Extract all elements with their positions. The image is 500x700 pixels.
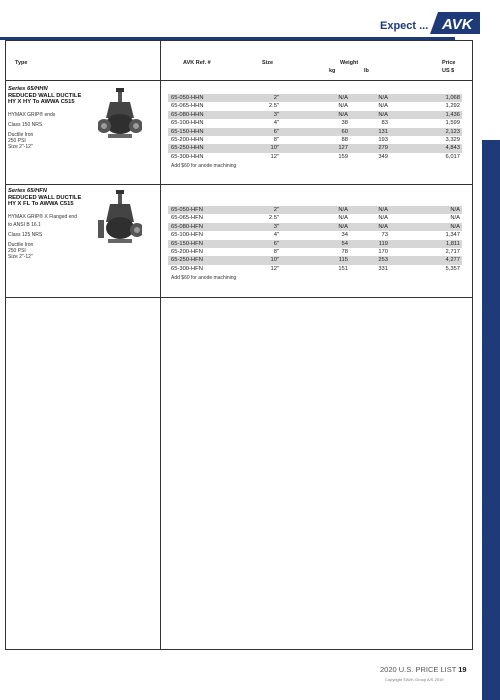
kg-cell: 54: [341, 240, 348, 247]
price-cell: 6,017: [445, 153, 460, 160]
price-row: [168, 136, 462, 144]
price-cell: 2,123: [445, 128, 460, 135]
price-row: [168, 94, 462, 102]
anode-note: Add $60 for anode machining: [171, 275, 237, 281]
footer-label: [380, 665, 467, 674]
page-number: 19: [458, 665, 467, 674]
section-rule: [5, 80, 473, 81]
size-cell: 6": [273, 240, 279, 247]
spec-line: to ANSI B 16.1: [8, 222, 41, 228]
price-row: [168, 111, 462, 119]
price-row: [168, 153, 462, 161]
size-cell: 2": [273, 95, 279, 101]
spec-line: Ductile Iron: [8, 132, 34, 138]
size-cell: 3": [273, 111, 279, 118]
ref-cell: 65-065-HFN: [171, 215, 203, 222]
kg-cell: N/A: [338, 103, 348, 110]
valve-image: [98, 190, 142, 246]
lb-cell: 193: [378, 137, 388, 143]
title-line: REDUCED WALL DUCTILE: [8, 92, 82, 99]
price-row: [168, 248, 462, 256]
size-cell: 2": [273, 207, 279, 213]
price-cell: 3,329: [445, 137, 460, 143]
price-cell: 1,436: [445, 111, 460, 118]
col-lb: lb: [364, 68, 369, 74]
ref-cell: 65-300-HFN: [171, 265, 203, 272]
lb-cell: N/A: [378, 207, 388, 213]
lb-cell: 349: [378, 153, 388, 160]
price-row: [168, 144, 462, 152]
side-title: AWWA C515, REDUCED WALL DUCTILE, RESILIENT WEDGE GATE VALVES: [484, 277, 495, 620]
size-cell: 2.5": [268, 215, 279, 222]
price-cell: 1,068: [445, 95, 460, 101]
price-cell: N/A: [450, 223, 460, 230]
price-row: [168, 128, 462, 136]
price-row: [168, 206, 462, 214]
price-row: [168, 119, 462, 127]
spec-line: Ductile Iron: [8, 242, 34, 248]
ref-cell: 65-065-HHN: [171, 103, 204, 110]
lb-cell: N/A: [378, 223, 388, 230]
copyright: Copyright ©AVK Group A/S 2019: [385, 677, 444, 682]
size-cell: 10": [270, 145, 279, 152]
kg-cell: N/A: [338, 223, 348, 230]
col-weight: Weight: [340, 60, 359, 66]
column-divider: [160, 40, 161, 650]
lb-cell: 253: [378, 257, 388, 264]
logo-text: AVK: [442, 16, 473, 33]
kg-cell: N/A: [338, 215, 348, 222]
spec-line: Size 2"-12": [8, 254, 33, 260]
price-cell: 4,277: [445, 257, 460, 264]
ref-cell: 65-080-HFN: [171, 223, 203, 230]
kg-cell: N/A: [338, 95, 348, 101]
price-row: [168, 214, 462, 222]
price-row: [168, 240, 462, 248]
size-cell: 12": [270, 265, 279, 272]
ref-cell: 65-300-HHN: [171, 153, 204, 160]
section-title: [8, 86, 81, 106]
price-cell: N/A: [450, 215, 460, 222]
price-list-label: 2020 U.S. PRICE LIST: [380, 665, 457, 674]
spec-line: 250 PSI: [8, 248, 26, 254]
ref-cell: 65-080-HHN: [171, 111, 204, 118]
ref-cell: 65-250-HHN: [171, 145, 204, 152]
size-cell: 8": [273, 249, 279, 255]
section-rule: [5, 184, 473, 185]
col-kg: kg: [329, 68, 336, 74]
size-cell: 12": [270, 153, 279, 160]
spec-line: HYMAX GRIP® ends: [8, 112, 56, 118]
section-title: [8, 188, 81, 208]
price-cell: N/A: [450, 207, 460, 213]
valve-image: [98, 88, 142, 140]
section-rule: [5, 297, 473, 298]
col-price-unit: US $: [442, 68, 455, 74]
title-line: HY X HY To AWWA C515: [8, 99, 75, 106]
lb-cell: 73: [381, 232, 388, 239]
ref-cell: 65-150-HFN: [171, 240, 203, 247]
lb-cell: 131: [378, 128, 388, 135]
size-cell: 6": [273, 128, 279, 135]
price-cell: 5,357: [445, 265, 460, 272]
ref-cell: 65-050-HFN: [171, 207, 203, 213]
lb-cell: 331: [378, 265, 388, 272]
price-cell: 4,843: [445, 145, 460, 152]
lb-cell: N/A: [378, 111, 388, 118]
kg-cell: 38: [341, 120, 348, 127]
avk-logo: [430, 12, 480, 34]
kg-cell: 60: [341, 128, 348, 135]
kg-cell: N/A: [338, 207, 348, 213]
price-row: [168, 223, 462, 231]
size-cell: 8": [273, 137, 279, 143]
price-cell: 2,717: [445, 249, 460, 255]
kg-cell: 88: [341, 137, 348, 143]
price-cell: 1,347: [445, 232, 460, 239]
kg-cell: 151: [338, 265, 348, 272]
tagline: Expect ...: [380, 20, 429, 32]
price-row: [168, 256, 462, 264]
ref-cell: 65-150-HHN: [171, 128, 204, 135]
price-cell: 1,811: [445, 240, 460, 247]
spec-line: HYMAX GRIP® X Flanged end: [8, 214, 77, 220]
kg-cell: 159: [338, 153, 348, 160]
col-type: Type: [15, 60, 28, 66]
price-row: [168, 265, 462, 273]
kg-cell: 34: [341, 232, 348, 239]
title-line: HY X FL To AWWA C515: [8, 201, 74, 208]
kg-cell: N/A: [338, 111, 348, 118]
lb-cell: N/A: [378, 103, 388, 110]
spec-line: Size 2"-12": [8, 144, 33, 150]
size-cell: 4": [273, 232, 279, 239]
size-cell: 4": [273, 120, 279, 127]
lb-cell: 279: [378, 145, 388, 152]
spec-list: [8, 112, 55, 150]
spec-line: Class 150 NRS: [8, 122, 43, 128]
price-cell: 1,292: [445, 103, 460, 110]
col-price: Price: [442, 60, 456, 66]
ref-cell: 65-050-HHN: [171, 95, 204, 101]
col-size: Size: [262, 60, 274, 66]
series-label: Series 65/HFN: [8, 188, 47, 194]
ref-cell: 65-100-HFN: [171, 232, 203, 239]
lb-cell: N/A: [378, 95, 388, 101]
ref-cell: 65-200-HHN: [171, 137, 204, 143]
size-cell: 2.5": [268, 103, 279, 110]
lb-cell: 170: [378, 249, 388, 255]
series-label: Series 65/HHN: [8, 86, 48, 92]
spec-list: [8, 214, 77, 260]
price-row: [168, 102, 462, 110]
spec-line: Class 125 NRS: [8, 232, 43, 238]
lb-cell: N/A: [378, 215, 388, 222]
price-cell: 1,599: [445, 120, 460, 127]
ref-cell: 65-100-HHN: [171, 120, 204, 127]
title-line: REDUCED WALL DUCTILE: [8, 194, 82, 201]
col-ref: AVK Ref. #: [183, 60, 211, 66]
lb-cell: 83: [381, 120, 388, 127]
kg-cell: 127: [338, 145, 348, 152]
ref-cell: 65-200-HFN: [171, 249, 203, 255]
lb-cell: 119: [378, 240, 388, 247]
spec-line: 250 PSI: [8, 138, 26, 144]
anode-note: Add $60 for anode machining: [171, 163, 237, 169]
price-row: [168, 231, 462, 239]
header-bar: [0, 0, 500, 40]
kg-cell: 115: [338, 257, 348, 264]
size-cell: 10": [270, 257, 279, 264]
ref-cell: 65-250-HFN: [171, 257, 203, 264]
kg-cell: 78: [341, 249, 348, 255]
size-cell: 3": [273, 223, 279, 230]
